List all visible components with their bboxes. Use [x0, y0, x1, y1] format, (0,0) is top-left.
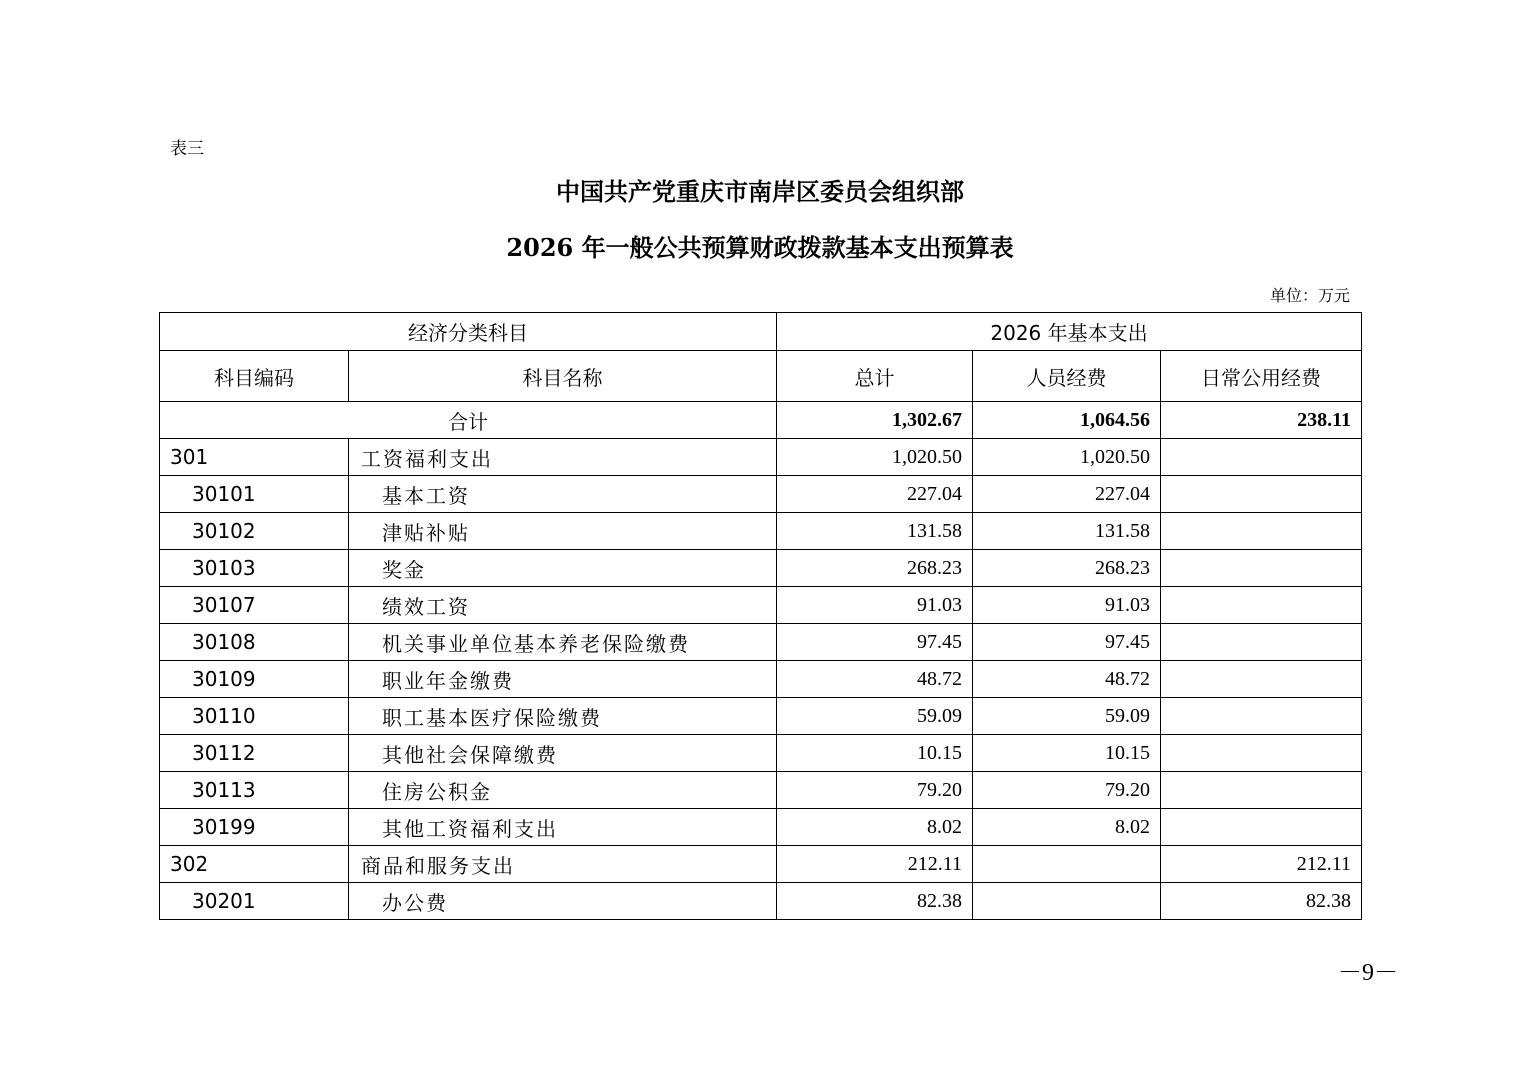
row-code: 30101 — [160, 476, 349, 513]
table-row — [160, 476, 1362, 513]
row-name: 绩效工资 — [349, 587, 777, 624]
row-total: 82.38 — [777, 883, 973, 920]
row-name: 机关事业单位基本养老保险缴费 — [349, 624, 777, 661]
unit-note: 单位：万元 — [1269, 286, 1350, 305]
row-code: 30110 — [160, 698, 349, 735]
row-code: 302 — [160, 846, 349, 883]
row-code: 301 — [160, 439, 349, 476]
row-total: 97.45 — [777, 624, 973, 661]
document-title: 中国共产党重庆市南岸区委员会组织部 — [556, 177, 964, 206]
row-code: 30102 — [160, 513, 349, 550]
header-basic-expenditure: 2026 年基本支出 — [777, 313, 1362, 351]
row-code: 30112 — [160, 735, 349, 772]
total-label: 合计 — [160, 402, 777, 439]
row-public — [1161, 624, 1362, 661]
row-total: 227.04 — [777, 476, 973, 513]
table-row — [160, 513, 1362, 550]
header-personnel: 人员经费 — [973, 351, 1161, 402]
row-personnel: 268.23 — [973, 550, 1161, 587]
total-personnel: 1,064.56 — [973, 402, 1161, 439]
row-total: 8.02 — [777, 809, 973, 846]
row-name: 商品和服务支出 — [349, 846, 777, 883]
row-name: 办公费 — [349, 883, 777, 920]
row-public — [1161, 772, 1362, 809]
header-public: 日常公用经费 — [1161, 351, 1362, 402]
row-personnel: 10.15 — [973, 735, 1161, 772]
row-total: 91.03 — [777, 587, 973, 624]
total-public: 238.11 — [1161, 402, 1362, 439]
row-name: 津贴补贴 — [349, 513, 777, 550]
table-row — [160, 587, 1362, 624]
row-code: 30108 — [160, 624, 349, 661]
header-row-columns — [160, 351, 1362, 402]
table-row — [160, 735, 1362, 772]
row-public — [1161, 698, 1362, 735]
row-personnel: 1,020.50 — [973, 439, 1161, 476]
row-personnel: 8.02 — [973, 809, 1161, 846]
table-row — [160, 846, 1362, 883]
row-public — [1161, 587, 1362, 624]
document-subtitle: 2026 年一般公共预算财政拨款基本支出预算表 — [506, 233, 1014, 262]
page-number: －9－ — [1338, 960, 1398, 986]
row-total: 59.09 — [777, 698, 973, 735]
table-row — [160, 772, 1362, 809]
budget-table — [159, 312, 1362, 920]
row-public — [1161, 550, 1362, 587]
row-name: 奖金 — [349, 550, 777, 587]
row-personnel: 97.45 — [973, 624, 1161, 661]
row-public: 212.11 — [1161, 846, 1362, 883]
table-row — [160, 661, 1362, 698]
row-total: 79.20 — [777, 772, 973, 809]
row-public — [1161, 513, 1362, 550]
row-public — [1161, 809, 1362, 846]
row-total: 10.15 — [777, 735, 973, 772]
row-name: 职工基本医疗保险缴费 — [349, 698, 777, 735]
row-code: 30103 — [160, 550, 349, 587]
row-code: 30113 — [160, 772, 349, 809]
row-total: 1,020.50 — [777, 439, 973, 476]
table-row — [160, 809, 1362, 846]
header-name: 科目名称 — [349, 351, 777, 402]
header-code: 科目编码 — [160, 351, 349, 402]
row-total: 268.23 — [777, 550, 973, 587]
table-row — [160, 550, 1362, 587]
header-total: 总计 — [777, 351, 973, 402]
row-personnel: 79.20 — [973, 772, 1161, 809]
row-public — [1161, 476, 1362, 513]
row-public — [1161, 661, 1362, 698]
table-row — [160, 439, 1362, 476]
row-total: 212.11 — [777, 846, 973, 883]
row-personnel: 91.03 — [973, 587, 1161, 624]
row-personnel: 59.09 — [973, 698, 1161, 735]
row-name: 住房公积金 — [349, 772, 777, 809]
table-row — [160, 883, 1362, 920]
row-code: 30201 — [160, 883, 349, 920]
row-personnel — [973, 883, 1161, 920]
row-name: 其他工资福利支出 — [349, 809, 777, 846]
row-name: 其他社会保障缴费 — [349, 735, 777, 772]
row-code: 30107 — [160, 587, 349, 624]
row-total: 48.72 — [777, 661, 973, 698]
row-personnel: 227.04 — [973, 476, 1161, 513]
row-public — [1161, 735, 1362, 772]
header-economic-category: 经济分类科目 — [160, 313, 777, 351]
row-personnel: 131.58 — [973, 513, 1161, 550]
table-label: 表三 — [170, 139, 204, 159]
row-public — [1161, 439, 1362, 476]
row-name: 基本工资 — [349, 476, 777, 513]
row-code: 30199 — [160, 809, 349, 846]
total-sum: 1,302.67 — [777, 402, 973, 439]
row-name: 职业年金缴费 — [349, 661, 777, 698]
row-personnel: 48.72 — [973, 661, 1161, 698]
row-name: 工资福利支出 — [349, 439, 777, 476]
table-row — [160, 698, 1362, 735]
table-row — [160, 624, 1362, 661]
row-total: 131.58 — [777, 513, 973, 550]
total-row — [160, 402, 1362, 439]
row-code: 30109 — [160, 661, 349, 698]
row-personnel — [973, 846, 1161, 883]
row-public: 82.38 — [1161, 883, 1362, 920]
header-row-group — [160, 313, 1362, 351]
